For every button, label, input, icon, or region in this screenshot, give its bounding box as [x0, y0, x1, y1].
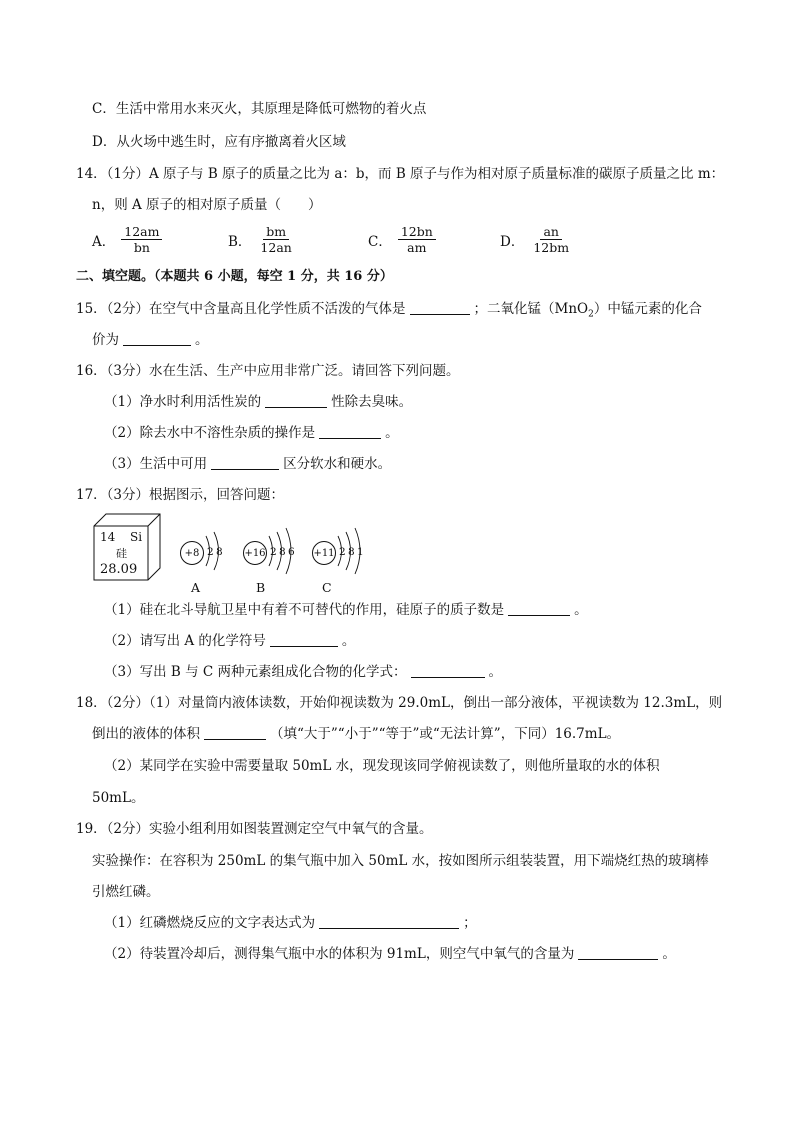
question-14-stem: 14．（1分）A 原子与 B 原子的质量之比为 a：b，而 B 原子与作为相对原子质量标准的碳原子质量之比 m：: [76, 166, 725, 182]
question-17: 17．（3分）根据图示，回答问题：: [76, 487, 285, 503]
answer-blank[interactable]: [319, 425, 381, 439]
nucleus: +11: [312, 541, 336, 565]
answer-blank[interactable]: [319, 915, 459, 929]
answer-blank[interactable]: [265, 394, 327, 408]
section-heading: 二、填空题。（本题共 6 小题，每空 1 分，共 16 分）: [76, 269, 393, 284]
answer-blank[interactable]: [123, 332, 191, 346]
question-18-2-cont: 50mL。: [92, 790, 145, 806]
atomic-mass: 28.09: [100, 562, 138, 577]
element-symbol: Si: [130, 530, 143, 544]
nucleus: +16: [243, 541, 267, 565]
q14-option-c: C． $\frac{12bn}{am}$: [368, 224, 436, 255]
option-d-text: D．从火场中逃生时，应有序撤离着火区域: [92, 134, 346, 150]
atom-label: A: [191, 580, 201, 595]
question-19-operation: 实验操作：在容积为 250mL 的集气瓶中加入 50mL 水，按如图所示组装装置，用下端烧红热的玻璃棒: [92, 853, 709, 869]
question-16-2: （2）除去水中不溶性杂质的操作是 。: [104, 425, 399, 441]
question-18-cont: 倒出的液体的体积 （填“大于”“小于”“等于”或“无法计算”，下同）16.7mL。: [92, 726, 621, 742]
atomic-number: 14: [100, 530, 116, 544]
question-15: 15．（2分）在空气中含量高且化学性质不活泼的气体是 ；二氧化锰（MnO$_2$）中锰元素的化合: [76, 301, 702, 320]
question-17-3: （3）写出 B 与 C 两种元素组成化合物的化学式： 。: [104, 664, 503, 680]
answer-blank[interactable]: [204, 726, 266, 740]
question-18: 18．（2分）（1）对量筒内液体读数，开始仰视读数为 29.0mL，倒出一部分液体，平视读数为 12.3mL，则: [76, 695, 723, 711]
question-19-operation-cont: 引燃红磷。: [92, 884, 160, 900]
fraction: $\frac{12bn}{am}$: [398, 224, 436, 255]
question-15-cont: 价为 。: [92, 332, 209, 348]
atom-label: C: [322, 580, 332, 595]
answer-blank[interactable]: [410, 301, 470, 315]
question-14-stem-cont: n，则 A 原子的相对原子质量（ ）: [92, 197, 322, 213]
fraction: $\frac{an}{12bm}$: [533, 224, 570, 255]
q14-option-a: A． $\frac{12am}{bn}$: [92, 224, 162, 255]
answer-blank[interactable]: [270, 633, 338, 647]
fraction: $\frac{12am}{bn}$: [121, 224, 162, 255]
electron-shells: [200, 528, 230, 574]
periodic-element-box: [92, 512, 160, 582]
nucleus: +8: [180, 541, 204, 565]
element-name: 硅: [116, 547, 127, 560]
answer-blank[interactable]: [578, 946, 658, 960]
atom-label: B: [256, 580, 266, 595]
answer-blank[interactable]: [411, 664, 485, 678]
fraction: $\frac{bm}{12an}$: [260, 224, 292, 255]
question-16-3: （3）生活中可用 区分软水和硬水。: [104, 456, 392, 472]
question-19: 19．（2分）实验小组利用如图装置测定空气中氧气的含量。: [76, 821, 433, 837]
option-c-text: C．生活中常用水来灭火，其原理是降低可燃物的着火点: [92, 101, 427, 117]
answer-blank[interactable]: [211, 456, 279, 470]
question-16-1: （1）净水时利用活性炭的 性除去臭味。: [104, 394, 413, 410]
q14-option-d: D． $\frac{an}{12bm}$: [500, 224, 572, 255]
q14-option-b: B． $\frac{bm}{12an}$: [228, 224, 295, 255]
question-17-2: （2）请写出 A 的化学符号 。: [104, 633, 356, 649]
question-16: 16．（3分）水在生活、生产中应用非常广泛。请回答下列问题。: [76, 363, 460, 379]
answer-blank[interactable]: [508, 602, 570, 616]
question-18-2: （2）某同学在实验中需要量取 50mL 水，现发现该同学俯视读数了，则他所量取的水的体积: [104, 758, 660, 774]
question-17-1: （1）硅在北斗导航卫星中有着不可替代的作用，硅原子的质子数是 。: [104, 602, 588, 618]
question-19-2: （2）待装置冷却后，测得集气瓶中水的体积为 91mL，则空气中氧气的含量为 。: [104, 946, 676, 962]
question-19-1: （1）红磷燃烧反应的文字表达式为 ；: [104, 915, 477, 931]
